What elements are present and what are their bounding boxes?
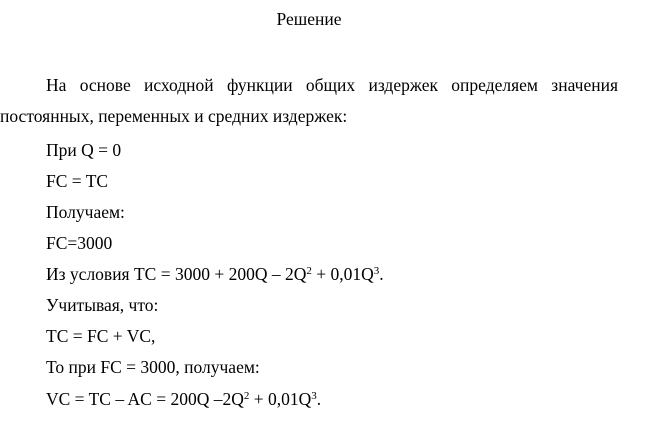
tc-condition-end: . xyxy=(379,264,384,284)
vc-equation-end: . xyxy=(316,389,322,409)
tc-condition-line xyxy=(46,264,384,285)
tc-condition-text-2: + 0,01Q xyxy=(311,264,374,284)
vc-equation-text: VC = TC – AC = 200Q –2Q xyxy=(46,389,244,409)
given-label: Учитывая, что: xyxy=(46,295,159,315)
vc-equation-line xyxy=(46,389,321,410)
exponent-2: 2 xyxy=(306,265,312,277)
fc-value: FC=3000 xyxy=(46,233,113,253)
intro-line-2: постоянных, переменных и средних издержек: xyxy=(0,106,348,126)
exponent-2: 2 xyxy=(243,390,250,402)
equation-tc-sum: TC = FC + VC, xyxy=(46,326,156,346)
section-title: Решение xyxy=(276,9,342,29)
exponent-3: 3 xyxy=(373,265,380,277)
intro-paragraph xyxy=(0,70,618,132)
tc-condition-text: Из условия TC = 3000 + 200Q – 2Q xyxy=(46,264,307,284)
intro-line-1: На основе исходной функции общих издержек определяем значения xyxy=(46,75,618,95)
equation-fc-tc: FC = TC xyxy=(46,171,109,191)
exponent-3: 3 xyxy=(311,390,317,402)
result-label: Получаем: xyxy=(46,202,125,222)
then-line: То при FC = 3000, получаем: xyxy=(46,357,260,377)
vc-equation-text-2: + 0,01Q xyxy=(249,389,312,409)
condition-line: При Q = 0 xyxy=(46,140,122,160)
